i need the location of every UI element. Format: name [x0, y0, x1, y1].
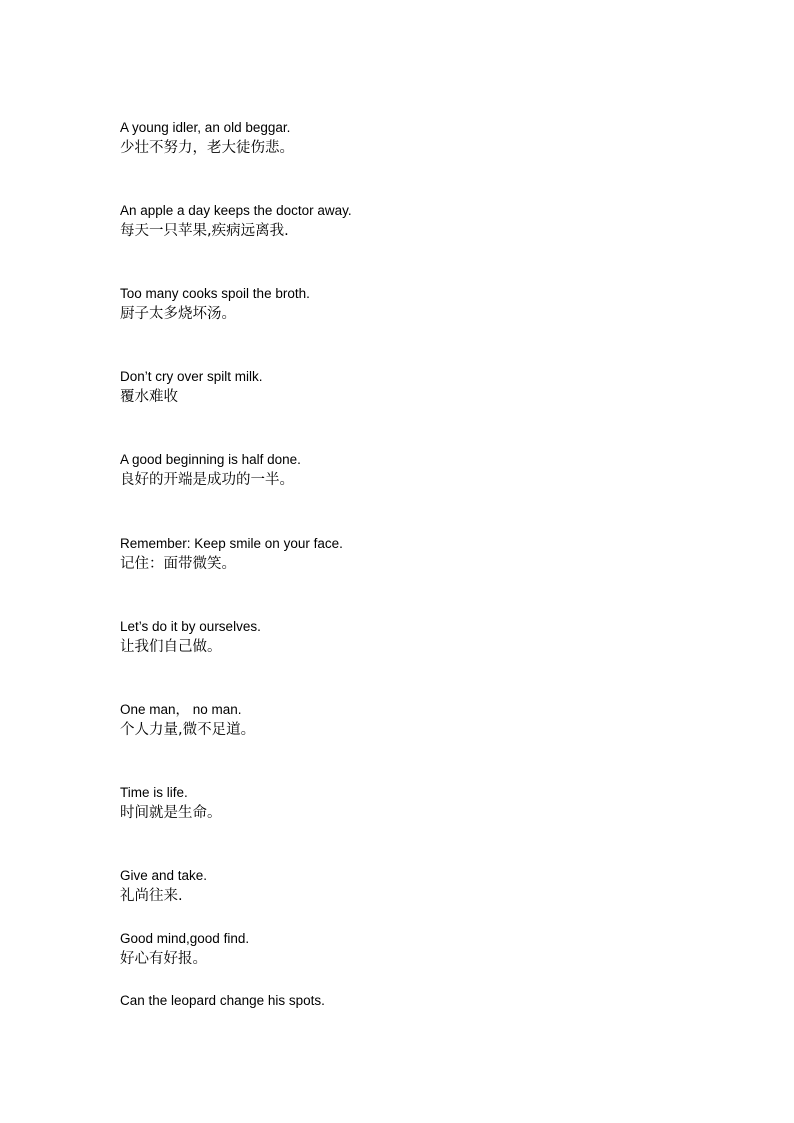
proverb-entry [120, 284, 680, 325]
proverb-chinese: 个人力量,微不足道。 [120, 722, 256, 738]
proverb-english: One man， no man. [120, 702, 242, 717]
proverb-english: A good beginning is half done. [120, 452, 301, 467]
proverb-entry [120, 201, 680, 242]
proverb-entry [120, 617, 680, 658]
proverb-entry [120, 367, 680, 408]
proverb-english: Too many cooks spoil the broth. [120, 286, 310, 301]
proverb-entry [120, 929, 680, 970]
proverb-entry [120, 534, 680, 575]
proverb-chinese: 少壮不努力，老大徒伤悲。 [120, 140, 294, 156]
proverb-entry [120, 866, 680, 907]
proverb-chinese: 让我们自己做。 [120, 639, 222, 655]
proverb-chinese: 礼尚往来. [120, 888, 183, 904]
proverb-english: Remember: Keep smile on your face. [120, 536, 343, 551]
proverb-english: Let’s do it by ourselves. [120, 619, 261, 634]
proverb-english: Don’t cry over spilt milk. [120, 369, 263, 384]
proverb-english: Give and take. [120, 868, 208, 883]
proverb-chinese: 时间就是生命。 [120, 805, 222, 821]
proverb-chinese: 每天一只苹果,疾病远离我. [120, 223, 289, 239]
proverb-english: A young idler, an old beggar. [120, 120, 291, 135]
proverb-entry [120, 118, 680, 159]
proverb-entry [120, 700, 680, 741]
proverb-english: An apple a day keeps the doctor away. [120, 203, 352, 218]
proverb-english: Good mind,good find. [120, 931, 250, 946]
proverb-english: Can the leopard change his spots. [120, 993, 325, 1008]
proverb-chinese: 厨子太多烧坏汤。 [120, 306, 236, 322]
proverb-chinese: 良好的开端是成功的一半。 [120, 472, 294, 488]
proverb-chinese: 覆水难收 [120, 389, 178, 405]
proverb-entry [120, 450, 680, 491]
proverb-chinese: 好心有好报。 [120, 951, 207, 967]
proverb-english: Time is life. [120, 785, 188, 800]
proverb-entry [120, 991, 680, 1011]
proverb-entry [120, 783, 680, 824]
proverb-chinese: 记住：面带微笑。 [120, 556, 236, 572]
